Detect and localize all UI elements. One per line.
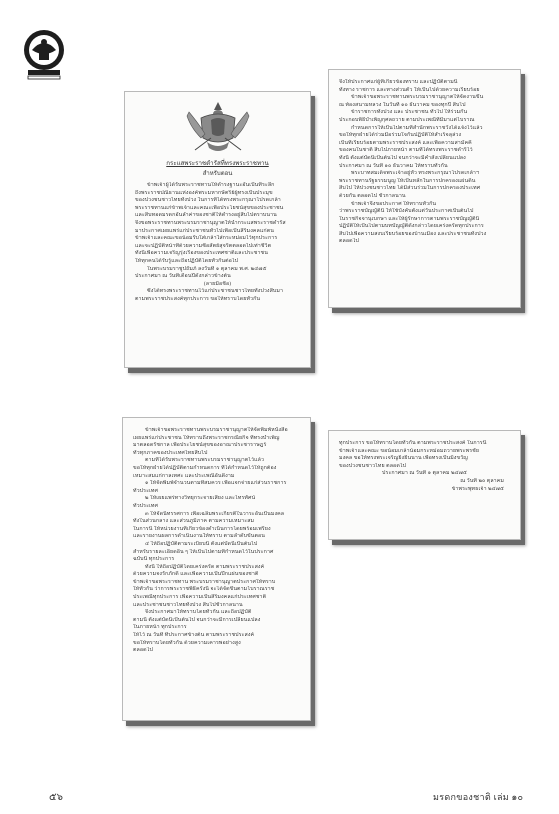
document-text-line: ในการนี้ ให้หน่วยงานที่เกี่ยวข้องดำเนินการโดยพร้อมเพรียง [133,525,271,532]
document-text-line: ของปวงชนชาวไทย ตลอดไป [339,462,407,469]
document-text-line: ประเพณีทุกประการ เพื่อความเป็นสิริมงคลแก่ประเทศชาติ [133,594,267,601]
document-text-line: เผยแพร่แก่ประชาชน ให้ทราบถึงพระราชกรณียกิจ ที่ทรงบำเพ็ญ [133,434,280,441]
document-text-line: ข้าราชการทั้งปวง และ ประชาชน ทั่วไป ให้ร่วมกัน [351,109,468,116]
document-text-line: มงคล ขอให้ทรงพระเจริญยิ่งยืนนาน เพื่อทรงเป็นมิ่งขวัญ [339,455,468,462]
document-text-line: ในราชกิจจานุเบกษา และให้ผู้รักษาการตามพระราชบัญญัตินี้ [339,215,480,222]
document-text-line: ตลอดไป [133,647,153,654]
document-text-line: ด้วยความจงรักภักดี และเพื่อความเป็นปึกแผ่นของชาติ [133,571,259,578]
document-text-line: จึงขอพระราชทานพระบรมราชานุญาตให้นำกระแสพระราชดำรัส [135,219,286,226]
document-text-line: ประกาศมา ณ วันที่เดือนปีดังกล่าวข้างต้น [135,273,231,280]
document-1-title: กระแสพระราชดำรัสที่ทรงพระราชทาน [166,160,269,167]
document-page-3 [122,417,311,721]
document-text-line [133,678,300,686]
document-text-line: ประกอบพิธีบำเพ็ญกุศลถวาย ตามประเพณีที่มีมาแต่โบราณ [339,116,475,123]
document-page-2 [328,69,521,308]
document-text-line: มาตลอดรัชกาล เพื่อประโยชน์สุขของอาณาประชาราษฎร์ [133,442,267,449]
document-text-line: ข้าพเจ้าและคณะ ขอน้อมเกล้าน้อมกระหม่อมถวายพระพรชัย [339,447,480,454]
document-text-line: ณ วันที่ ๒๐ ตุลาคม [460,477,504,484]
document-text-line: พระราชทานรัฐธรรมนูญ ให้เป็นหลักในการปกครองแผ่นดิน [339,177,476,184]
document-text-line: และประชาชนชาวไทยทั้งปวง สืบไปชั่วกาลนาน [133,601,243,608]
document-2-body [329,70,520,246]
document-text-line: ตามนี้ ตั้งแต่บัดนี้เป็นต้นไป จนกว่าจะมีการเปลี่ยนแปลง [133,616,261,623]
document-text-line: ๓ ให้จัดนิทรรศการ เพื่อเฉลิมพระเกียรติในวาระอันเป็นมงคล [145,510,285,517]
document-text-line: (ลายมือชื่อ) [203,280,232,287]
document-text-line: ทั่วประเทศ [133,487,158,494]
document-text-line: และสืบทอดมรดกอันล้ำค่าของชาติให้ดำรงอยู่สืบไปตราบนาน [135,212,277,219]
document-text-line: ซึ่งได้ทรงพระราชทานไว้แก่ประชาชนชาวไทยทั้งปวงสืบมา [147,288,284,295]
document-text-line: พระบาทสมเด็จพระเจ้าอยู่หัว ทรงพระกรุณาโปรดเกล้าฯ [351,170,480,177]
document-text-line: ในพระบรมราชูปถัมภ์ ลงวันที่ ๑ ตุลาคม พ.ศ. ๒๔๗๕ [147,265,267,272]
document-text-line: ให้ไว้ ณ วันที่ ที่ประกาศข้างต้น ตามพระราชประสงค์ [133,632,255,639]
document-text-line: เป็นที่เรียบร้อยตามพระราชประสงค์ และเพื่อความสามัคคี [339,139,472,146]
document-text-line: ข้าพระพุทธเจ้า ๒๔๗๕ [451,485,504,492]
document-text-line [133,700,300,708]
document-text-line: ณ ท้องสนามหลวง ในวันที่ ๑๐ ธันวาคม ของทุกปี สืบไป [339,101,466,108]
document-text-line: มาประกาศเผยแพร่แก่ประชาชนทั่วไปเพื่อเป็นสิริมงคลแก่ตน [135,227,274,234]
document-text-line: ๒ ให้เผยแพร่ทางวิทยุกระจายเสียง และโทรทัศน์ [145,495,256,502]
document-text-line: ทั้งนี้เพื่อความเจริญรุ่งเรืองของประเทศชาติและประชาชน [135,250,268,257]
document-text-line: และจะปฏิบัติหน้าที่ด้วยความซื่อสัตย์สุจริตตลอดไปเท่าชีวิต [135,242,272,249]
document-text-line: ข้าพเจ้าจึงขอประกาศ ให้ทราบทั่วกัน [351,200,437,207]
document-text-line: สำหรับรายละเอียดอื่น ๆ ให้เป็นไปตามที่กำหนดไว้ในประกาศ [133,548,274,555]
document-text-line: สืบไปเพื่อความสงบเรียบร้อยของบ้านเมือง และประชาชนทั้งปวง [339,230,487,237]
document-text-line: ทั้งในส่วนกลาง และส่วนภูมิภาค ตามความเหมาะสม [133,518,255,525]
document-4-body [329,431,520,493]
publisher-emblem-icon [22,28,66,82]
document-text-line: ให้ทั่วกัน ว่าการพระราชพิธีครั้งนี้ จะได้จัดขึ้นตามโบราณราช [133,586,275,593]
document-text-line: ของคนในชาติ สืบไปภายหน้า ตามที่ได้ทรงพระราชดำริไว้ [339,147,473,154]
document-text-line: ปฏิบัติให้เป็นไปตามบทบัญญัติดังกล่าวโดยเคร่งครัดทุกประการ [339,223,484,230]
document-text-line: เหมาะสมแก่กาลเทศะ และประเพณีอันดีงาม [133,472,235,479]
document-text-line: ให้ทุกคนได้รับรู้และถือปฏิบัติโดยทั่วกันต่อไป [135,257,239,264]
document-text-line: ทั่วทุกภาคของประเทศไทยสืบไป [133,449,208,456]
document-text-line: สืบไป ให้ปวงชนชาวไทย ได้มีส่วนร่วมในการปกครองประเทศ [339,185,481,192]
document-text-line: ๑ ให้จัดพิมพ์จำนวนตามที่สมควร เพื่อแจกจ่ายแก่ส่วนราชการ [145,480,287,487]
garuda-emblem-icon [181,98,255,158]
document-text-line: ฉบับนี้ ทุกประการ [133,556,175,563]
running-footer: มรดกของชาติ เล่ม ๑๐ [433,792,524,802]
document-text-line: ทั้งนี้ ตั้งแต่บัดนี้เป็นต้นไป จนกว่าจะมีคำสั่งเปลี่ยนแปลง [339,154,466,161]
document-text-line: กำหนดการให้เป็นไปตามที่สำนักพระราชวังได้แจ้งไว้แล้ว [351,124,483,131]
page-number: ๕๖ [49,792,63,803]
document-text-line: ของปวงชนชาวไทยทั้งปวง ในการที่ได้ทรงพระกรุณาโปรดเกล้า [135,197,281,204]
document-1-subtitle: สำหรับตอน [202,171,233,177]
document-text-line [133,693,300,701]
document-text-line: ด้วยกัน ตลอดไป ชั่วกาลนาน [339,192,406,199]
document-text-line: ข้าพเจ้าขอพระราชทานพระบรมราชานุญาตให้จัดงานขึ้น [351,94,484,101]
document-text-line: ประกาศมา ณ วันที่ ๑ ตุลาคม ๒๔๗๕ [382,470,467,477]
document-text-line: ประกาศมา ณ วันที่ ๑๐ ธันวาคม ให้ทราบทั่วกัน [339,162,448,169]
document-text-line: ข้าพเจ้าขอพระราชทาน พระบรมราชานุญาตประกาศให้ทราบ [133,578,276,585]
document-page-4 [328,430,521,540]
document-text-line: ข้าพเจ้าขอพระราชทานพระบรมราชานุญาตให้จัดพิมพ์หนังสือ [145,427,288,433]
document-text-line: ทั่วประเทศ [133,502,158,509]
document-1-body [125,182,310,304]
document-text-line: ตามที่ได้รับพระราชทานพระบรมราชานุญาตไว้แล้ว [145,457,265,464]
document-text-line: ข้าพเจ้าและคณะขอน้อมรับใส่เกล้าใส่กระหม่อมไว้ทุกประการ [135,235,278,242]
document-text-line: ขอให้ทุกฝ่ายได้ร่วมมือร่วมใจกันปฏิบัติให้สำเร็จลุล่วง [339,132,462,139]
document-text-line: และรายงานผลการดำเนินงานให้ทราบ ตามลำดับขั้นตอน [133,533,266,540]
document-text-line: ๔ ให้ถือปฏิบัติตามระเบียบนี้ ตั้งแต่บัดนี้เป็นต้นไป [145,540,258,547]
document-text-line [133,662,300,670]
document-page-1 [124,91,311,368]
document-text-line: ทั้งทาง ราชการ และทางส่วนตัว ให้เป็นไปด้วยความเรียบร้อย [339,86,480,93]
document-text-line: ว่าพระราชบัญญัตินี้ ให้ใช้บังคับตั้งแต่วันประกาศเป็นต้นไป [339,208,474,215]
document-text-line: ขอให้ทุกฝ่ายได้ปฏิบัติตามกำหนดการ ที่ได้กำหนดไว้ให้ถูกต้อง [133,464,277,471]
document-text-line: จึงให้ประกาศแก่ผู้ที่เกี่ยวข้องทราบ และปฏิบัติตามนี้ [339,79,458,85]
document-text-line: ตามพระราชประสงค์ทุกประการ ขอให้ทราบโดยทั่วกัน [135,295,261,302]
document-text-line: ข้าพเจ้าผู้ได้รับพระราชทานให้ดำรงฐานะอันเป็นที่ระลึก [147,182,275,188]
document-text-line [133,655,300,663]
document-text-line: ขอให้ทราบโดยทั่วกัน ด้วยความเคารพอย่างสูง [133,639,241,646]
document-text-line: ทุกประการ ขอให้ทราบโดยทั่วกัน ตามพระราชประสงค์ ในการนี้ [339,440,487,446]
document-text-line: พระราชทานแก่ข้าพเจ้าและคณะเพื่อประโยชน์สุขของประชาชน [135,204,284,211]
document-text-line: จึงประกาศมาให้ทราบโดยทั่วกัน และถือปฏิบัติ [145,609,252,616]
document-text-line: ในภายหน้า ทุกประการ [133,624,187,631]
document-text-line: ตลอดไป [339,238,359,245]
document-text-line [133,670,300,678]
document-text-line [133,685,300,693]
document-text-line: ทั้งนี้ ให้ถือปฏิบัติโดยเคร่งครัด ตามพระราชประสงค์ [145,563,265,570]
document-text-line: ถึงพระราชปณิธานแห่งองค์พระมหากษัตริย์ผู้ทรงเป็นประมุข [135,189,273,196]
document-3-body [123,418,310,708]
